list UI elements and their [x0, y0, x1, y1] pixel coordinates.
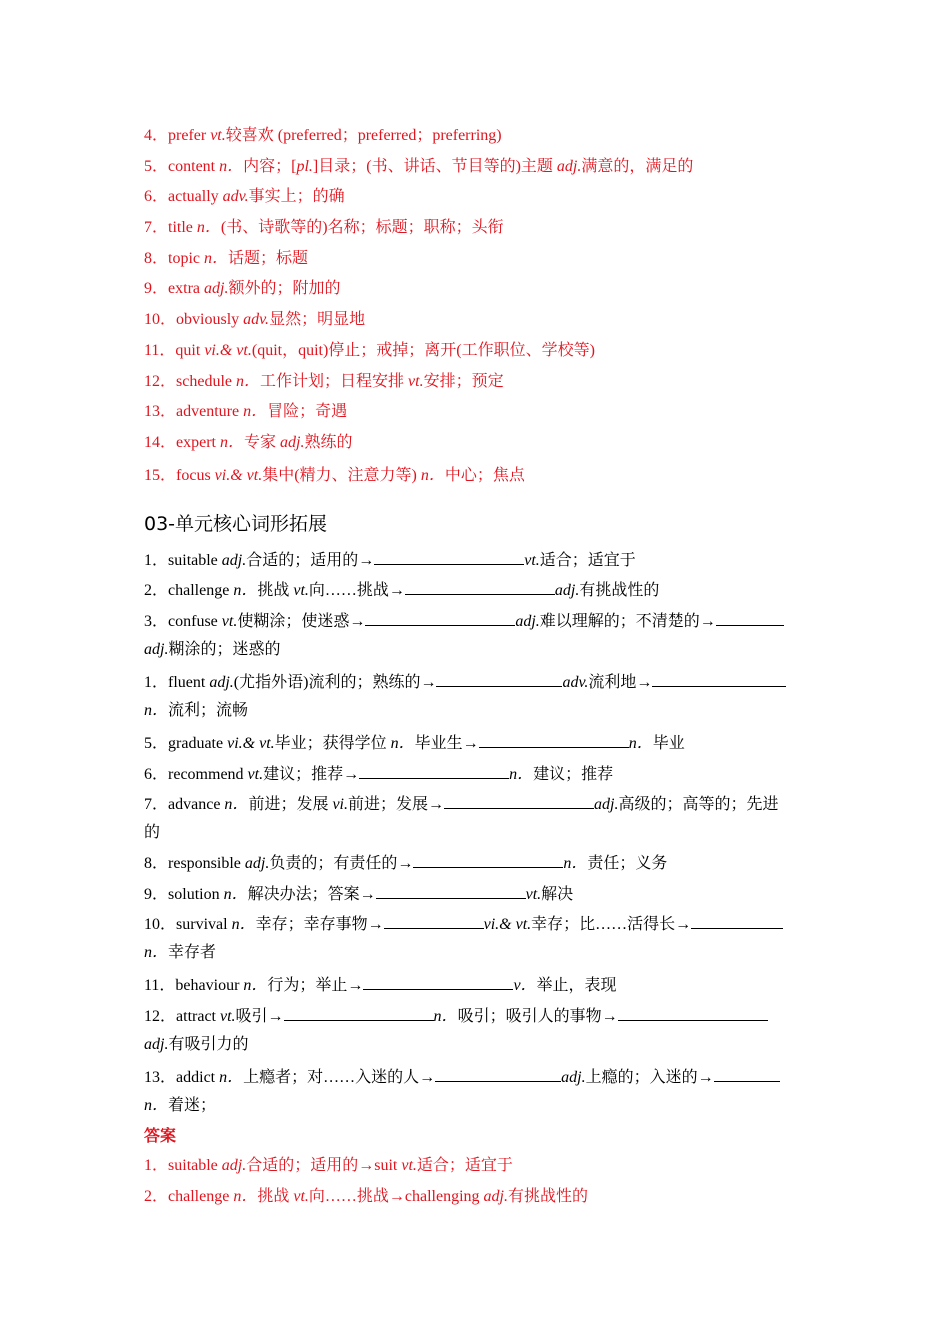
exercise-item: 8．responsible adj.负责的；有责任的→ n．责任；义务: [144, 852, 667, 874]
answer-heading: 答案: [144, 1126, 177, 1145]
exercise-item-cont: adj.有吸引力的: [144, 1036, 249, 1053]
blank-field[interactable]: [714, 1066, 780, 1082]
exercise-item: 2．challenge n．挑战 vt.向……挑战→ adj.有挑战性的: [144, 579, 659, 601]
vocab-item: 11．quit vi.& vt.(quit，quit)停止；戒掉；离开(工作职位、学校等): [144, 342, 595, 359]
vocab-item: 9．extra adj.额外的；附加的: [144, 280, 341, 297]
exercise-item: 1．suitable adj.合适的；适用的→ vt.适合；适宜于: [144, 549, 636, 571]
vocab-item: 12．schedule n．工作计划；日程安排 vt.安排；预定: [144, 373, 504, 390]
blank-field[interactable]: [618, 1005, 768, 1021]
exercise-item-cont: adj.糊涂的；迷惑的: [144, 641, 281, 658]
vocab-item: 13．adventure n．冒险；奇遇: [144, 403, 348, 420]
vocab-item: 5．content n．内容；[pl.]目录；(书、讲话、节目等的)主题 adj.满意的，满足的: [144, 158, 694, 175]
vocab-item: 6．actually adv.事实上；的确: [144, 188, 345, 205]
exercise-item: 1．fluent adj.(尤指外语)流利的；熟练的→ adv.流利地→: [144, 671, 786, 693]
blank-field[interactable]: [652, 671, 786, 687]
answer-item: 1．suitable adj.合适的；适用的→suit vt.适合；适宜于: [144, 1157, 513, 1174]
blank-field[interactable]: [384, 913, 484, 929]
blank-field[interactable]: [405, 579, 555, 595]
vocab-item: 10．obviously adv.显然；明显地: [144, 311, 366, 328]
exercise-item: 5．graduate vi.& vt.毕业；获得学位 n．毕业生→ n．毕业: [144, 732, 685, 754]
blank-field[interactable]: [363, 974, 513, 990]
blank-field[interactable]: [413, 852, 563, 868]
blank-field[interactable]: [436, 671, 562, 687]
blank-field[interactable]: [284, 1005, 434, 1021]
section-title: 03-单元核心词形拓展: [144, 513, 328, 535]
exercise-item: 6．recommend vt.建议；推荐→ n．建议；推荐: [144, 763, 613, 785]
blank-field[interactable]: [365, 610, 515, 626]
blank-field[interactable]: [435, 1066, 561, 1082]
vocab-item: 15．focus vi.& vt.集中(精力、注意力等) n．中心；焦点: [144, 467, 525, 484]
exercise-item-cont: n．流利；流畅: [144, 702, 249, 719]
exercise-item-cont: 的: [144, 824, 161, 841]
exercise-item-cont: n．幸存者: [144, 944, 217, 961]
blank-field[interactable]: [479, 732, 629, 748]
exercise-item-cont: n．着迷；: [144, 1097, 217, 1114]
blank-field[interactable]: [359, 763, 509, 779]
answer-item: 2．challenge n．挑战 vt.向……挑战→challenging adj.有挑战性的: [144, 1188, 589, 1205]
blank-field[interactable]: [716, 610, 784, 626]
blank-field[interactable]: [376, 883, 526, 899]
exercise-item: 12．attract vt.吸引→ n．吸引；吸引人的事物→: [144, 1005, 768, 1027]
vocab-item: 14．expert n．专家 adj.熟练的: [144, 434, 353, 451]
exercise-item: 3．confuse vt.使糊涂；使迷惑→ adj.难以理解的；不清楚的→: [144, 610, 784, 632]
exercise-item: 10．survival n．幸存；幸存事物→ vi.& vt.幸存；比……活得长→: [144, 913, 783, 935]
blank-field[interactable]: [444, 793, 594, 809]
blank-field[interactable]: [691, 913, 783, 929]
exercise-item: 7．advance n．前进；发展 vi.前进；发展→ adj.高级的；高等的；先进: [144, 793, 778, 815]
vocab-item: 8．topic n．话题；标题: [144, 250, 309, 267]
exercise-item: 9．solution n．解决办法；答案→ vt.解决: [144, 883, 573, 905]
blank-field[interactable]: [374, 549, 524, 565]
vocab-item: 4．prefer vt.较喜欢 (preferred；preferred；preferring): [144, 127, 502, 144]
exercise-item: 11．behaviour n．行为；举止→ v．举止，表现: [144, 974, 617, 996]
vocab-item: 7．title n．(书、诗歌等的)名称；标题；职称；头衔: [144, 219, 504, 236]
exercise-item: 13．addict n．上瘾者；对……入迷的人→ adj.上瘾的；入迷的→: [144, 1066, 780, 1088]
